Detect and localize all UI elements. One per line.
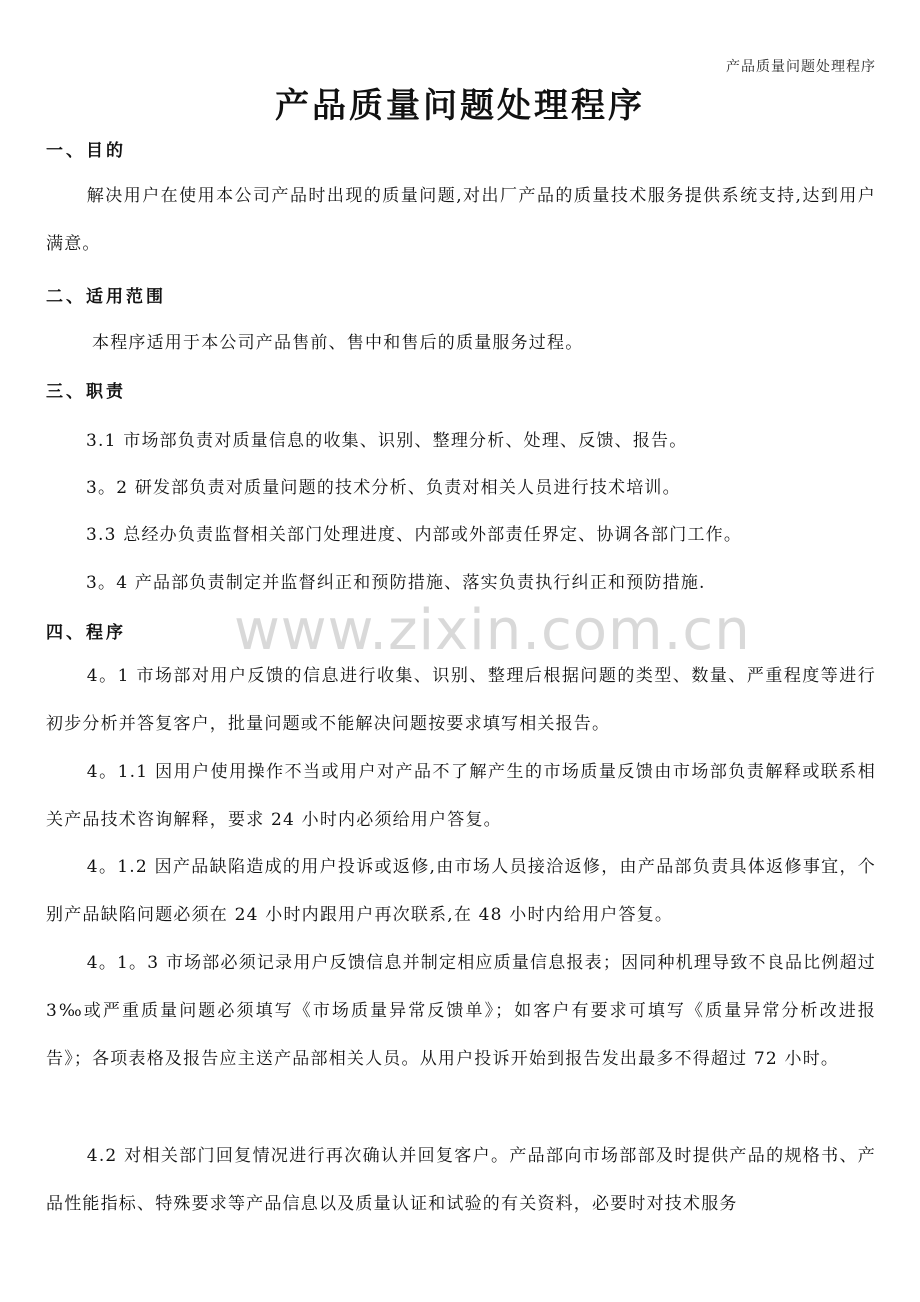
procedure-paragraph: 4。1 市场部对用户反馈的信息进行收集、识别、整理后根据问题的类型、数量、严重程度等进行初步分析并答复客户，批量问题或不能解决问题按要求填写相关报告。 <box>46 666 876 734</box>
duty-item: 3。4 产品部负责制定并监督纠正和预防措施、落实负责执行纠正和预防措施. <box>86 573 706 593</box>
running-header: 产品质量问题处理程序 <box>726 59 876 75</box>
procedure-paragraph: 4。1。3 市场部必须记录用户反馈信息并制定相应质量信息报表；因同种机理导致不良品比例超过 3‰或严重质量问题必须填写《市场质量异常反馈单》；如客户有要求可填写《质量异常分析改进报告》；各项表格及报告应主送产品部相关人员。从用户投诉开始到报告发出最多不得超过 72 小时。 <box>46 953 876 1069</box>
procedure-paragraph: 4。1.2 因产品缺陷造成的用户投诉或返修,由市场人员接洽返修，由产品部负责具体返修事宜，个别产品缺陷问题必须在 24 小时内跟用户再次联系,在 48 小时内给用户答复。 <box>46 857 876 925</box>
section-heading-scope: 二、适用范围 <box>46 287 166 307</box>
purpose-paragraph: 解决用户在使用本公司产品时出现的质量问题,对出厂产品的质量技术服务提供系统支持,达到用户满意。 <box>46 186 876 254</box>
section-heading-procedure: 四、程序 <box>46 623 126 643</box>
duty-item: 3。2 研发部负责对质量问题的技术分析、负责对相关人员进行技术培训。 <box>86 478 681 498</box>
watermark: www.zixin.com.cn <box>234 598 751 663</box>
section-heading-purpose: 一、目的 <box>46 141 126 161</box>
duty-item: 3.1 市场部负责对质量信息的收集、识别、整理分析、处理、反馈、报告。 <box>86 431 688 451</box>
procedure-paragraph: 4.2 对相关部门回复情况进行再次确认并回复客户。产品部向市场部部及时提供产品的规格书、产品性能指标、特殊要求等产品信息以及质量认证和试验的有关资料，必要时对技术服务 <box>46 1146 876 1214</box>
section-heading-duties: 三、职责 <box>46 382 126 402</box>
document-title: 产品质量问题处理程序 <box>275 86 645 126</box>
scope-paragraph: 本程序适用于本公司产品售前、售中和售后的质量服务过程。 <box>92 333 584 353</box>
duty-item: 3.3 总经办负责监督相关部门处理进度、内部或外部责任界定、协调各部门工作。 <box>86 525 743 545</box>
procedure-paragraph: 4。1.1 因用户使用操作不当或用户对产品不了解产生的市场质量反馈由市场部负责解释或联系相关产品技术咨询解释，要求 24 小时内必须给用户答复。 <box>46 762 876 830</box>
